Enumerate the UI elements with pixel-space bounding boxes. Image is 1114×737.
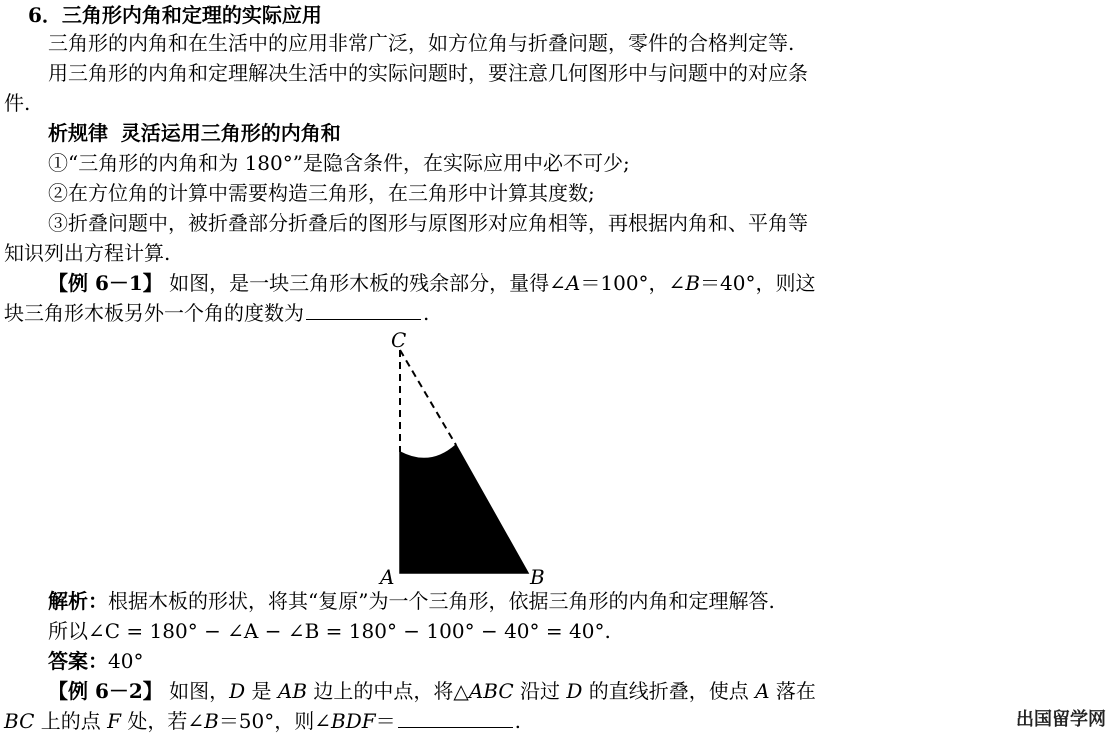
example2-text: 沿过: [513, 679, 567, 703]
example2-text: ＝50°，则∠: [218, 709, 332, 733]
rule-title: 灵活运用三角形的内角和: [120, 121, 341, 145]
board-remnant: [400, 445, 528, 573]
example2-line-2: [4, 708, 521, 734]
var-d: D: [566, 679, 583, 703]
example2-text: 边上的中点，将△: [307, 679, 469, 703]
var-a: A: [565, 271, 581, 295]
period: .: [423, 301, 430, 325]
example1-text: ＝100°，∠: [580, 271, 686, 295]
analysis-line: [48, 588, 775, 614]
var-b: B: [685, 271, 701, 295]
rule-label: 析规律: [48, 121, 108, 145]
var-abc: ABC: [468, 679, 514, 703]
example2-text: 的直线折叠，使点: [582, 679, 756, 703]
dashed-line-cb: [400, 350, 456, 445]
answer-line: [48, 648, 143, 674]
answer-blank[interactable]: [306, 301, 421, 320]
label-a: A: [380, 565, 395, 588]
var-f: F: [107, 709, 121, 733]
example2-text: ＝: [375, 709, 396, 733]
var-bdf: BDF: [331, 709, 376, 733]
example2-tag: 【例 6－2】: [48, 679, 163, 703]
example1-tag: 【例 6－1】: [48, 271, 163, 295]
example2-text: 是: [245, 679, 278, 703]
analysis-label: 解析：: [48, 589, 108, 613]
example2-text: 落在: [769, 679, 816, 703]
intro-line-3: 件.: [4, 91, 31, 115]
label-c: C: [391, 330, 407, 352]
section-heading: 6．三角形内角和定理的实际应用: [28, 3, 322, 27]
rule-item-1: ①“三角形的内角和为 180°”是隐含条件，在实际应用中必不可少;: [48, 151, 630, 175]
rule-item-3: ③折叠问题中，被折叠部分折叠后的图形与原图形对应角相等，再根据内角和、平角等: [48, 211, 808, 235]
rule-item-3-cont: 知识列出方程计算.: [4, 241, 171, 265]
var-ab: AB: [277, 679, 308, 703]
example1-text: 块三角形木板另外一个角的度数为: [4, 301, 304, 325]
var-d: D: [229, 679, 246, 703]
example1-text: ＝40°，则这: [700, 271, 816, 295]
example1-text: 如图，是一块三角形木板的残余部分，量得∠: [169, 271, 566, 295]
answer-blank-2[interactable]: [398, 709, 513, 728]
example2-line-1: [48, 678, 816, 704]
example1-line-1: [48, 270, 815, 296]
rule-heading: [48, 120, 341, 146]
intro-line-2: 用三角形的内角和定理解决生活中的实际问题时，要注意几何图形中与问题中的对应条: [48, 61, 808, 85]
var-b: B: [204, 709, 219, 733]
wood-board-figure: [370, 330, 570, 588]
watermark-logo: 出国留学网: [1016, 709, 1106, 730]
calc-line: 所以∠C = 180° − ∠A − ∠B = 180° − 100° − 40° = 40°.: [48, 619, 611, 643]
rule-item-2: ②在方位角的计算中需要构造三角形，在三角形中计算其度数;: [48, 181, 595, 205]
example1-line-2: [4, 300, 429, 326]
answer-value: 40°: [108, 649, 144, 673]
answer-label: 答案：: [48, 649, 108, 673]
var-bc: BC: [4, 709, 35, 733]
var-a: A: [755, 679, 770, 703]
period: .: [514, 709, 521, 733]
example2-text: 上的点: [34, 709, 108, 733]
example2-text: 处，若∠: [120, 709, 205, 733]
example2-text: 如图，: [169, 679, 230, 703]
label-b: B: [530, 565, 545, 588]
intro-line-1: 三角形的内角和在生活中的应用非常广泛，如方位角与折叠问题，零件的合格判定等.: [48, 31, 795, 55]
analysis-text: 根据木板的形状，将其“复原”为一个三角形，依据三角形的内角和定理解答.: [108, 589, 775, 613]
